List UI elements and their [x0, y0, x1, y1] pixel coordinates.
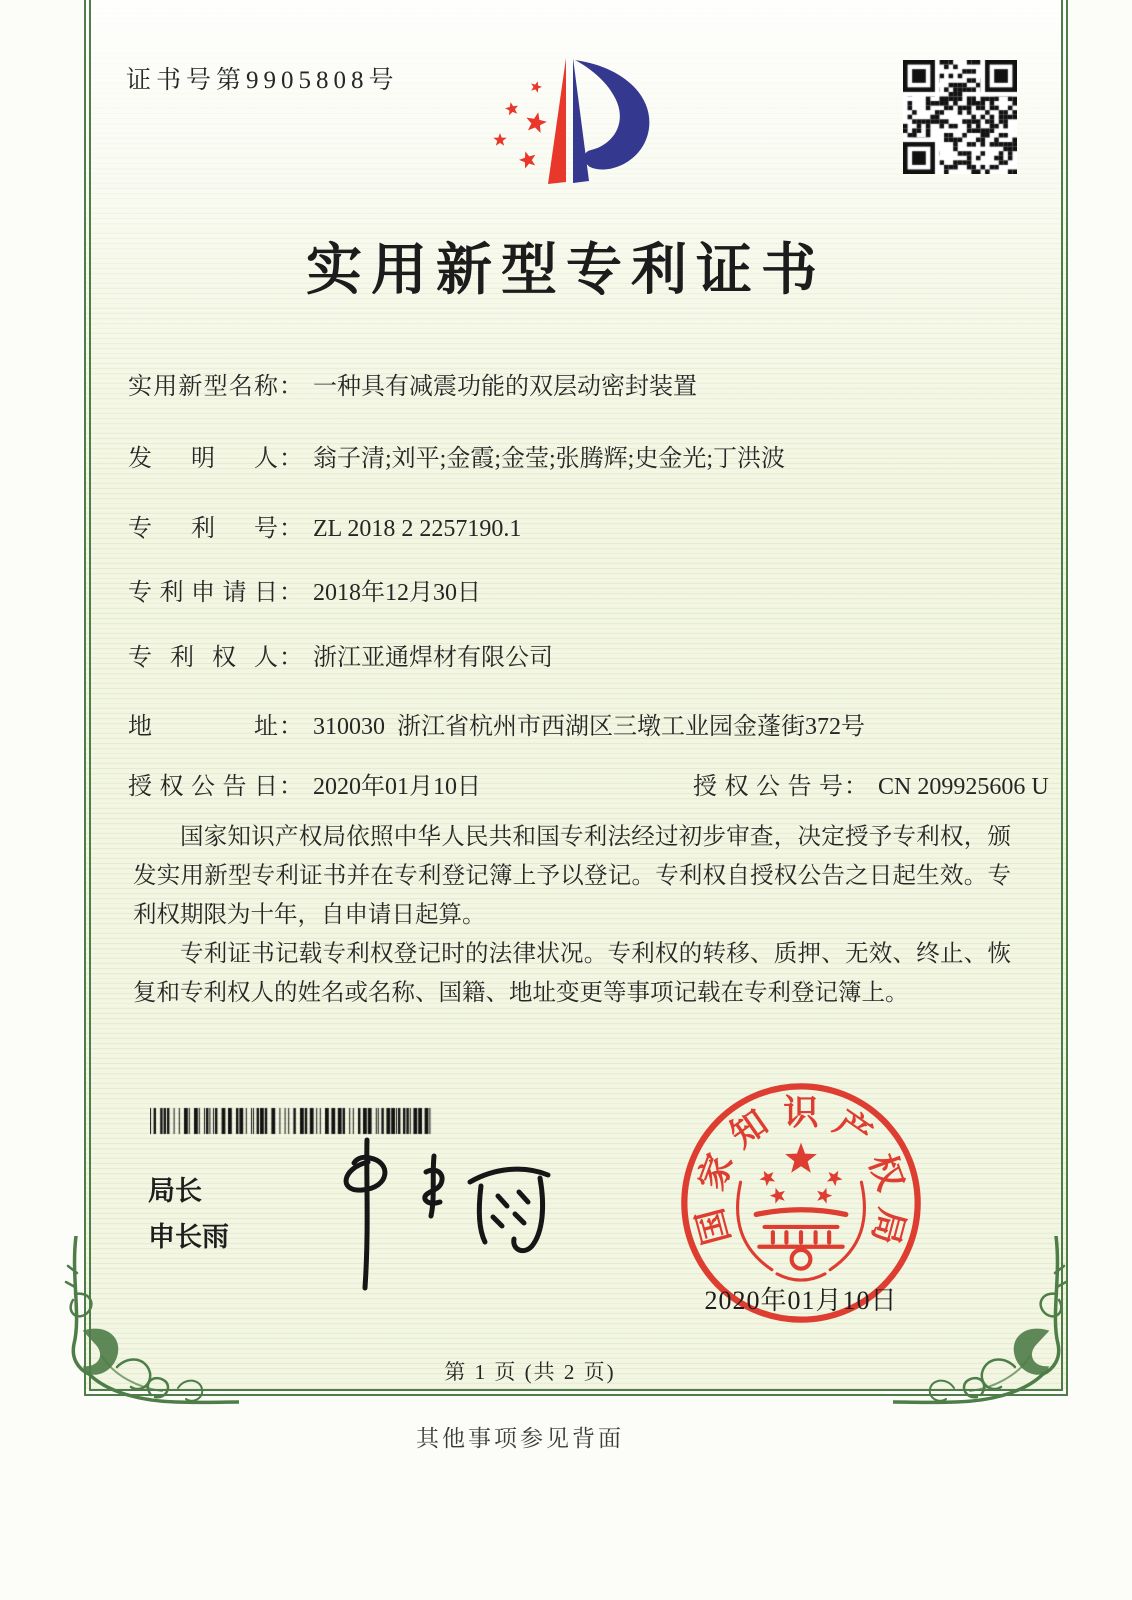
cnipa-logo	[478, 48, 682, 200]
legal-paragraph: 专利证书记载专利权登记时的法律状况。专利权的转移、质押、无效、终止、恢复和专利权人的姓名或名称、国籍、地址变更等事项记载在专利登记簿上。	[133, 941, 1011, 1006]
field-row-patent-no	[128, 508, 521, 543]
colon: ：	[279, 580, 303, 606]
director-name: 申长雨	[148, 1222, 229, 1252]
field-row-patentee	[128, 637, 553, 672]
field-row-inventors	[128, 438, 785, 473]
legal-text	[133, 818, 1011, 1013]
field-label: 发明人	[128, 446, 278, 472]
director-title: 局长	[148, 1176, 202, 1206]
field-label: 专利号	[128, 516, 278, 542]
field-value: 2018年12月30日	[313, 580, 481, 606]
certificate-title: 实用新型专利证书	[306, 240, 826, 302]
field-value: ZL 2018 2 2257190.1	[313, 516, 522, 542]
svg-text:国: 国	[689, 1204, 738, 1249]
colon: ：	[279, 516, 303, 542]
field-label: 地址	[128, 714, 278, 740]
qr-code	[903, 60, 1017, 174]
field-value: 翁子清;刘平;金霞;金莹;张腾辉;史金光;丁洪波	[313, 446, 786, 472]
colon: ：	[279, 774, 303, 800]
svg-text:权: 权	[861, 1148, 912, 1196]
svg-text:局: 局	[864, 1204, 913, 1249]
field-value: 310030 浙江省杭州市西湖区三墩工业园金蓬街372号	[313, 714, 865, 740]
field-row-name	[128, 366, 697, 401]
colon: ：	[279, 714, 303, 740]
svg-text:家: 家	[690, 1148, 741, 1196]
back-side-note: 其他事项参见背面	[416, 1426, 624, 1451]
field-label: 实用新型名称	[128, 374, 278, 400]
director-signoff	[148, 1168, 229, 1260]
grant-number-group	[693, 766, 1049, 801]
field-row-filing-date	[128, 572, 481, 607]
field-value: 一种具有减震功能的双层动密封装置	[313, 374, 697, 400]
field-value: 2020年01月10日	[313, 774, 481, 800]
legal-paragraph: 国家知识产权局依照中华人民共和国专利法经过初步审查，决定授予专利权，颁发实用新型专利证书并在专利登记簿上予以登记。专利权自授权公告之日起生效。专利权期限为十年，自申请日起算。	[133, 824, 1011, 928]
field-label: 专利申请日	[128, 580, 278, 606]
field-label: 授权公告号	[693, 774, 843, 800]
page-number: 第 1 页 (共 2 页)	[444, 1360, 616, 1384]
colon: ：	[279, 446, 303, 472]
seal-stars	[759, 1143, 842, 1204]
colon: ：	[279, 374, 303, 400]
colon: ：	[844, 774, 868, 800]
director-signature	[322, 1128, 572, 1293]
colon: ：	[279, 645, 303, 671]
floral-corner-ornament	[54, 1236, 239, 1421]
field-row-grant	[128, 766, 1049, 801]
certificate-number: 证书号第9905808号	[126, 67, 399, 94]
svg-text:产: 产	[827, 1102, 879, 1156]
seal-emblem	[738, 1182, 865, 1280]
svg-text:识: 识	[783, 1092, 819, 1133]
field-value: CN 209925606 U	[878, 774, 1049, 800]
field-label: 授权公告日	[128, 774, 278, 800]
field-label: 专利权人	[128, 645, 278, 671]
field-value: 浙江亚通焊材有限公司	[313, 645, 553, 671]
field-row-address	[128, 706, 865, 741]
svg-text:知: 知	[723, 1102, 775, 1156]
grant-date-stamp: 2020年01月10日	[704, 1286, 898, 1315]
logo-stars	[493, 81, 547, 168]
